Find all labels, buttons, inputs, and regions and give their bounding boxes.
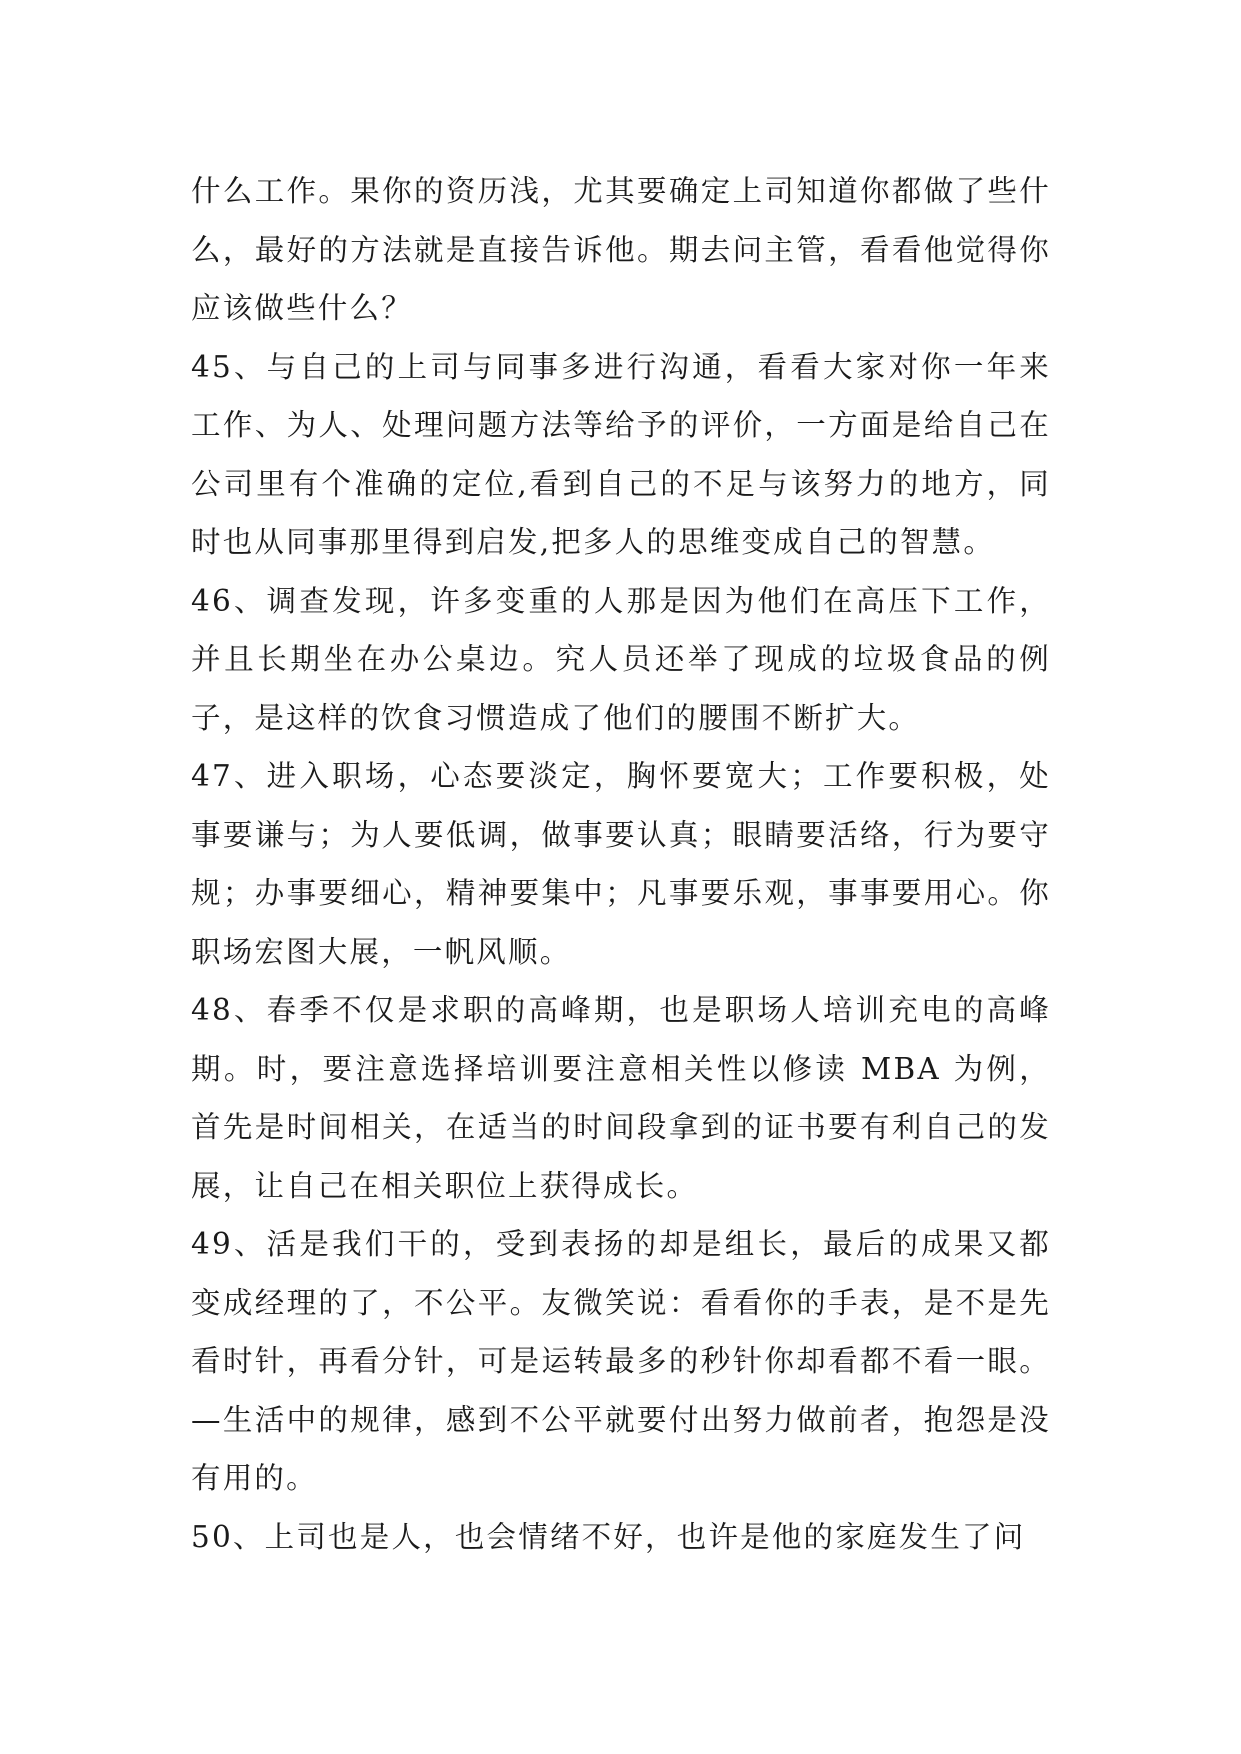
paragraph-item-48: 48、春季不仅是求职的高峰期，也是职场人培训充电的高峰期。时，要注意选择培训要注意相关性以修读 MBA 为例，首先是时间相关，在适当的时间段拿到的证书要有利自己的发展，让自己在相关职位上获得成长。 xyxy=(191,993,1051,1203)
paragraph-item-45: 45、与自己的上司与同事多进行沟通，看看大家对你一年来工作、为人、处理问题方法等给予的评价，一方面是给自己在公司里有个准确的定位,看到自己的不足与该努力的地方，同时也从同事那里得到启发,把多人的思维变成自己的智慧。 xyxy=(191,349,1051,559)
paragraph-item-47: 47、进入职场，心态要淡定，胸怀要宽大；工作要积极，处事要谦与；为人要低调，做事要认真；眼睛要活络，行为要守规；办事要细心，精神要集中；凡事要乐观，事事要用心。你职场宏图大展，一帆风顺。 xyxy=(191,759,1051,969)
document-body xyxy=(191,162,1051,1566)
paragraph-item-50: 50、上司也是人，也会情绪不好，也许是他的家庭发生了问 xyxy=(191,1519,1026,1554)
paragraph-continuation: 什么工作。果你的资历浅，尤其要确定上司知道你都做了些什么，最好的方法就是直接告诉他。期去问主管，看看他觉得你应该做些什么？ xyxy=(191,174,1051,325)
paragraph-item-46: 46、调查发现，许多变重的人那是因为他们在高压下工作，并且长期坐在办公桌边。究人员还举了现成的垃圾食品的例子，是这样的饮食习惯造成了他们的腰围不断扩大。 xyxy=(191,583,1051,735)
paragraph-item-49: 49、活是我们干的，受到表扬的却是组长，最后的成果又都变成经理的了，不公平。友微笑说：看看你的手表，是不是先看时针，再看分针，可是运转最多的秒针你却看都不看一眼。—生活中的规律，感到不公平就要付出努力做前者，抱怨是没有用的。 xyxy=(191,1227,1051,1495)
